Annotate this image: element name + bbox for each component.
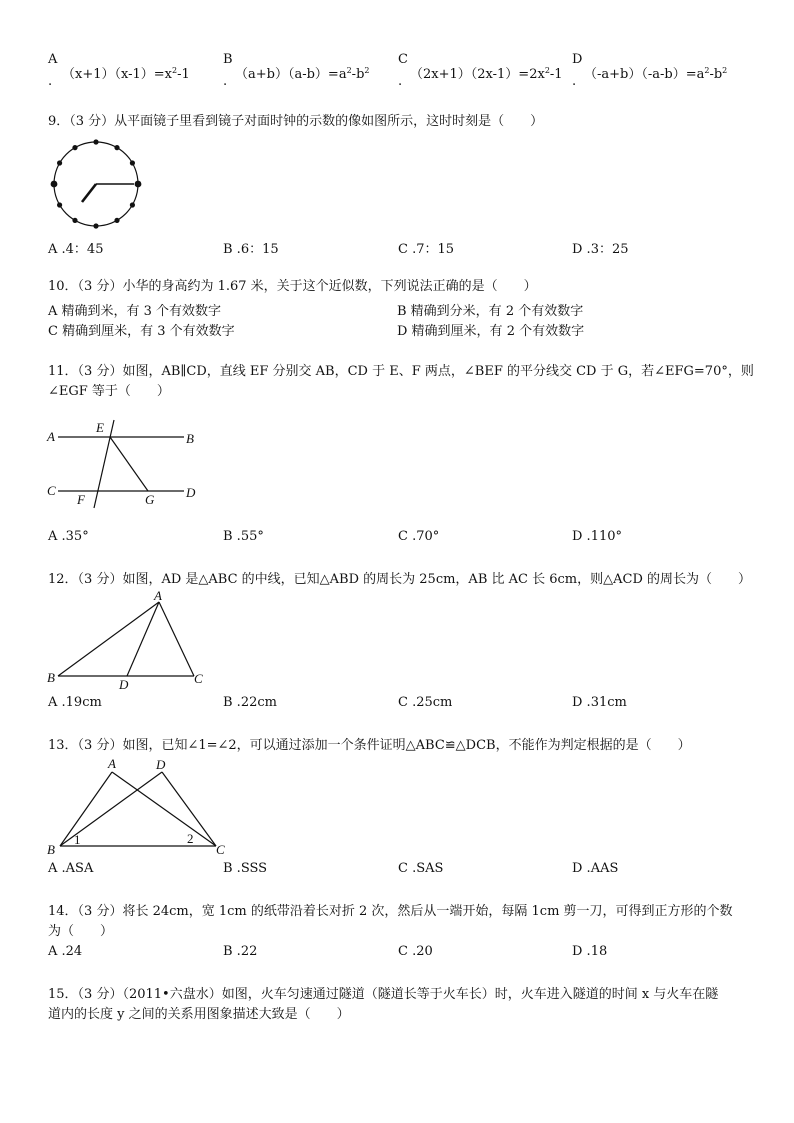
side-ac	[159, 602, 194, 676]
hour-dot	[130, 160, 135, 165]
hour-dot	[57, 202, 62, 207]
q14-option-a: A .24	[48, 944, 83, 959]
option-letter: B	[223, 52, 233, 67]
q10-option-b: B 精确到分米，有 2 个有效数字	[397, 304, 584, 319]
q9-mirror-clock-figure	[48, 136, 144, 232]
q15-stem-line1: 15．（3 分）（2011•六盘水）如图，火车匀速通过隧道（隧道长等于火车长）时，火车进入隧道的时间 x 与火车在隧	[48, 987, 719, 1002]
label-a: A	[154, 588, 162, 603]
hour-dot	[93, 223, 98, 228]
q14-option-b: B .22	[223, 944, 258, 959]
side-ab	[58, 602, 159, 676]
q14-option-c: C .20	[398, 944, 433, 959]
hour-dot	[72, 145, 77, 150]
q11-option-b: B .55°	[223, 529, 264, 544]
q12-option-b: B .22cm	[223, 695, 277, 710]
q12-triangle-median-figure	[44, 588, 214, 692]
q10-option-c: C 精确到厘米，有 3 个有效数字	[48, 324, 235, 339]
label-b: B	[186, 431, 194, 446]
q13-stem: 13．（3 分）如图，已知∠1=∠2，可以通过添加一个条件证明△ABC≌△DCB，不能作为判定根据的是（ ）	[48, 738, 691, 753]
label-g: G	[145, 492, 155, 507]
q9-option-c: C .7：15	[398, 242, 455, 257]
q9-stem: 9．（3 分）从平面镜子里看到镜子对面时钟的示数的像如图所示，这时时刻是（ ）	[48, 114, 544, 129]
option-letter: D	[572, 52, 583, 67]
q8-option-d	[572, 52, 728, 89]
option-dot: .	[398, 74, 403, 89]
label-d: D	[186, 485, 196, 500]
q10-option-d: D 精确到厘米，有 2 个有效数字	[397, 324, 585, 339]
option-dot: .	[223, 74, 228, 89]
q10-stem: 10．（3 分）小华的身高约为 1.67 米，关于这个近似数，下列说法正确的是（ ）	[48, 279, 537, 294]
hour-dot	[72, 218, 77, 223]
q14-option-d: D .18	[572, 944, 608, 959]
option-dot: .	[48, 74, 53, 89]
q12-stem: 12．（3 分）如图，AD 是△ABC 的中线，已知△ABD 的周长为 25cm，AB 比 AC 长 6cm，则△ACD 的周长为（ ）	[48, 572, 751, 587]
label-f: F	[77, 492, 85, 507]
q11-parallel-lines-figure	[44, 418, 214, 510]
label-e: E	[96, 420, 104, 435]
hour-dot	[114, 218, 119, 223]
hour-dot	[130, 202, 135, 207]
q11-option-a: A .35°	[48, 529, 89, 544]
label-a: A	[47, 429, 55, 444]
label-c: C	[194, 671, 203, 686]
q12-option-c: C .25cm	[398, 695, 453, 710]
label-d: D	[156, 757, 166, 772]
option-letter: A	[48, 52, 58, 67]
hour-dot	[57, 160, 62, 165]
q11-stem-line2: ∠EGF 等于（ ）	[48, 384, 170, 399]
q9-option-a: A .4：45	[48, 242, 104, 257]
label-d: D	[119, 677, 129, 692]
q14-stem-line2: 为（ ）	[48, 924, 114, 939]
q8-option-b	[223, 52, 370, 89]
option-text: $(2x+1)(2x-1)=2x^2-1$	[410, 66, 563, 82]
label-a: A	[108, 756, 116, 771]
bisector-eg	[110, 437, 148, 491]
q9-option-b: B .6：15	[223, 242, 279, 257]
label-c: C	[47, 483, 56, 498]
angle-2-label: 2	[187, 831, 194, 846]
q11-option-c: C .70°	[398, 529, 440, 544]
q11-option-d: D .110°	[572, 529, 623, 544]
q8-option-a	[48, 52, 190, 89]
hour-dot	[93, 139, 98, 144]
q13-option-b: B .SSS	[223, 861, 268, 876]
option-dot: .	[572, 74, 577, 89]
q11-stem-line1: 11．（3 分）如图，AB∥CD，直线 EF 分别交 AB，CD 于 E、F 两点，∠BEF 的平分线交 CD 于 G，若∠EFG=70°，则	[48, 364, 754, 379]
angle-1-label: 1	[74, 832, 81, 847]
hour-dot	[51, 181, 58, 188]
hour-hand	[82, 184, 96, 202]
option-text: $(a+b)(a-b)=a^2-b^2$	[235, 66, 370, 82]
option-text: $(x+1)(x-1)=x^2-1$	[62, 66, 190, 82]
label-c: C	[216, 842, 225, 857]
q9-option-d: D .3：25	[572, 242, 629, 257]
label-b: B	[47, 842, 55, 857]
option-letter: C	[398, 52, 408, 67]
q15-stem-line2: 道内的长度 y 之间的关系用图象描述大致是（ ）	[48, 1007, 350, 1022]
segment-ac	[112, 772, 216, 846]
q13-option-a: A .ASA	[48, 861, 94, 876]
label-b: B	[47, 670, 55, 685]
option-text: $(-a+b)(-a-b)=a^2-b^2$	[584, 66, 728, 82]
q12-option-a: A .19cm	[48, 695, 102, 710]
q10-option-a: A 精确到米，有 3 个有效数字	[48, 304, 222, 319]
hour-dot	[135, 181, 142, 188]
q13-option-d: D .AAS	[572, 861, 619, 876]
q12-option-d: D .31cm	[572, 695, 627, 710]
q13-congruent-triangles-figure	[44, 756, 234, 858]
segment-ba	[60, 772, 112, 846]
q13-option-c: C .SAS	[398, 861, 444, 876]
q8-option-c	[398, 52, 563, 89]
hour-dot	[114, 145, 119, 150]
q14-stem-line1: 14．（3 分）将长 24cm，宽 1cm 的纸带沿着长对折 2 次，然后从一端开始，每隔 1cm 剪一刀，可得到正方形的个数	[48, 904, 733, 919]
